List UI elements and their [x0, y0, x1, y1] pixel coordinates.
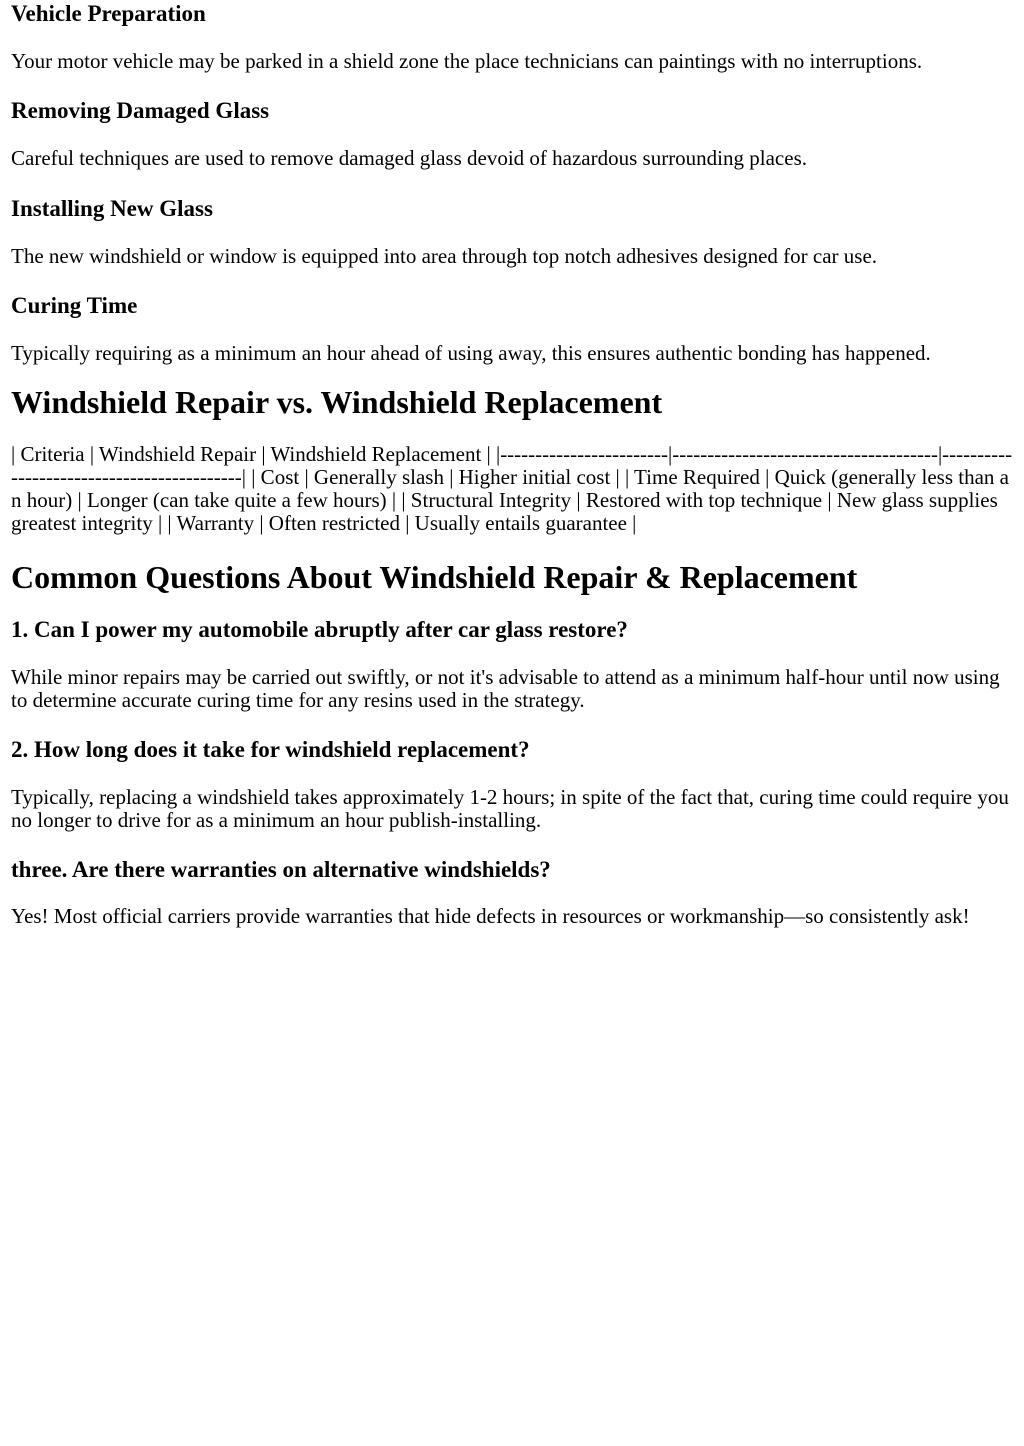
faq-question: 2. How long does it take for windshield replacement?: [11, 737, 530, 762]
heading-common-questions: Common Questions About Windshield Repair & Replacement: [11, 559, 858, 595]
heading-curing-time: Curing Time: [11, 293, 138, 318]
faq-answer: While minor repairs may be carried out swiftly, or not it's advisable to attend as a minimum half-hour until now using to determine accurate curing time for any resins used in the strategy.: [11, 665, 1000, 712]
paragraph-curing-time: Typically requiring as a minimum an hour ahead of using away, this ensures authentic bonding has happened.: [11, 341, 931, 365]
article-content: [11, 0, 1013, 928]
faq-question: 1. Can I power my automobile abruptly after car glass restore?: [11, 617, 628, 642]
faq-answer: Typically, replacing a windshield takes approximately 1-2 hours; in spite of the fact that, curing time could require you no longer to drive for as a minimum an hour publish-installing.: [11, 785, 1009, 832]
paragraph-installing-new-glass: The new windshield or window is equipped into area through top notch adhesives designed for car use.: [11, 244, 878, 268]
faq-question: three. Are there warranties on alternative windshields?: [11, 857, 551, 882]
faq-answer: Yes! Most official carriers provide warranties that hide defects in resources or workmanship—so consistently ask!: [11, 904, 970, 928]
heading-vehicle-preparation: Vehicle Preparation: [11, 1, 206, 26]
comparison-table-text: | Criteria | Windshield Repair | Windshield Replacement | |------------------------|--------------------------------------|-------------------------------------------| | Cost | Generally slash | Higher initial cost | | Time Required | Quick (generally less than an hour) | Longer (can take quite a few hours) | | Structural Integrity | Restored with top technique | New glass supplies greatest integrity | | Warranty | Often restricted | Usually entails guarantee |: [11, 442, 1013, 535]
paragraph-removing-damaged-glass: Careful techniques are used to remove damaged glass devoid of hazardous surrounding places.: [11, 146, 807, 170]
heading-removing-damaged-glass: Removing Damaged Glass: [11, 98, 270, 123]
heading-installing-new-glass: Installing New Glass: [11, 196, 213, 221]
heading-repair-vs-replacement: Windshield Repair vs. Windshield Replacement: [11, 384, 663, 420]
paragraph-vehicle-preparation: Your motor vehicle may be parked in a shield zone the place technicians can paintings with no interruptions.: [11, 49, 923, 73]
